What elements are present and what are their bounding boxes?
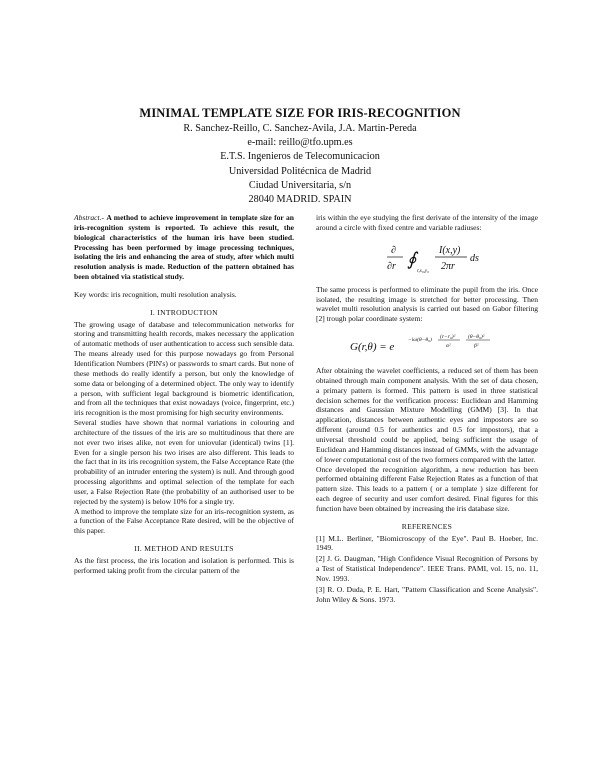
equation-gabor (316, 330, 538, 360)
svg-text:β²: β² (474, 343, 479, 350)
svg-text:∂: ∂ (391, 244, 396, 256)
svg-text:−iω(θ−θ₀): −iω(θ−θ₀) (408, 337, 432, 344)
section-heading-introduction: I. INTRODUCTION (150, 307, 218, 317)
keywords: Key words: iris recognition, multi resolution analysis. (74, 289, 237, 299)
reference-item: [1] M.L. Berliner, "Biomicroscopy of the Eye". Paul B. Hoeber, Inc. 1949. (316, 533, 538, 553)
intro-paragraph: A method to improve the template size for an iris-recognition system, as a function of the False Acceptance Rate desired, will be the objective of this paper. (74, 506, 294, 536)
affiliation-line: 28040 MADRID. SPAIN (248, 194, 352, 206)
affiliation-line: Universidad Politécnica de Madrid (228, 165, 372, 177)
svg-text:I(x,y): I(x,y) (439, 244, 461, 256)
right-paragraph: Once developed the recognition algorithm, a new reduction has been performed obtaining different False Rejection Rates as a function of that pattern size. This leads to a pattern ( or a template ) size different for each degree of security and user comfort desired. Final figures for this function have been obtained by increasing the iris database size. (316, 464, 538, 513)
svg-text:ds: ds (470, 252, 479, 264)
equation-integro-differential (316, 239, 538, 279)
reference-item: [2] J. G. Daugman, "High Confidence Visual Recognition of Persons by a Test of Statistical Independence". IEEE Trans. PAMI, vol. 15, no. 11, Nov. 1993. (316, 554, 538, 583)
svg-text:(r−r₀)²: (r−r₀)² (440, 334, 456, 341)
right-paragraph: iris within the eye studying the first derivate of the intensity of the image around a circle with fixed centre and variable radiuses: (316, 213, 538, 232)
svg-text:r,x₀,y₀: r,x₀,y₀ (417, 268, 429, 274)
right-paragraph: The same process is performed to eliminate the pupil from the iris. Once isolated, the resulting image is stretched for better processing. Then wavelet multi resolution analysis is carried out based on Gabor filtering [2] trough polar coordinate system: (316, 284, 538, 324)
authors: R. Sanchez-Reillo, C. Sanchez-Avila, J.A. Martin-Pereda (183, 123, 417, 134)
svg-text:2πr: 2πr (441, 260, 455, 272)
svg-text:α²: α² (446, 343, 451, 350)
intro-paragraph: Several studies have shown that normal variations in colouring and architecture of the tissues of the iris are so multitudinous that there are not ever two irises alike, not even for uniovular (identical) twins [1]. Even for a single person his two irises are also different. This leads to the fact that in its iris recognition system, the False Acceptance Rate (the probability of an intruder entering the system) is null. And through good processing algorithms and optimal selection of the template for each user, a False Rejection Rate (the probability of an authorised user to be rejected by the system) is below 10% for a single try. (74, 418, 294, 506)
abstract-label: Abstract.- (74, 213, 104, 222)
abstract-text: A method to achieve improvement in template size for an iris-recognition system is reported. To achieve this result, the biological characteristics of the human iris have been studied. Processing has been performed by image processing techniques, isolating the iris and enhancing the area of study, after which multi resolution analysis is made. Reduction of the pattern obtained has been obtained via statistical study. (74, 213, 294, 282)
paper-title: MINIMAL TEMPLATE SIZE FOR IRIS-RECOGNITION (139, 106, 461, 120)
equation-1-graphic (367, 239, 487, 279)
intro-paragraph: The growing usage of database and telecommunication networks for storing and transmitting health records, makes necessary the application of automatic methods of user authentication to access such sensible data. The means already used for this purpose nowadays go from Personal Identification Numbers (PIN's) or passwords to smart cards. But none of these methods do really identify a person, but only the knowledge of some data or belonging of a determined object. The only way to identify a person, with sufficient legal background is biometric identification, and from all the techniques that exist nowadays (voice, fingerprint, etc.) iris recognition is the most promising for high security environments. (74, 319, 294, 418)
svg-text:∂r: ∂r (387, 260, 396, 272)
email: e-mail: reillo@tfo.upm.es (247, 137, 353, 149)
right-paragraph: After obtaining the wavelet coefficients, a reduced set of them has been obtained through main component analysis. With the set of data chosen, a primary pattern is formed. This pattern is used in three statistical decision schemes for the verification process: Euclidean and Hamming distances and Gaussian Mixture Modelling (GMM) [3]. In that application, distances between authentic eyes and impostors are so different (around 0.5 for authentics and 0.5 for impostors), that a universal threshold could be applied, being sufficient the usage of Euclidean and Hamming distances instead of GMMs, with the advantage of lower computational cost of the two formers compared with the latter. (316, 366, 538, 464)
left-column (74, 213, 294, 576)
author-block (0, 122, 600, 207)
svg-text:∮: ∮ (407, 248, 417, 269)
section-heading-method: II. METHOD AND RESULTS (134, 544, 234, 554)
right-column (316, 213, 538, 604)
reference-item: [3] R. O. Duda, P. E. Hart, "Pattern Classification and Scene Analysis". John Wiley & Sons. 1973. (316, 584, 538, 604)
affiliation-line: E.T.S. Ingenieros de Telecomunicacion (220, 151, 380, 163)
affiliation-line: Ciudad Universitaria, s/n (248, 179, 352, 191)
svg-text:G(r,θ) = e: G(r,θ) = e (350, 341, 395, 354)
abstract (74, 213, 294, 282)
method-paragraph: As the first process, the iris location and isolation is performed. This is performed taking profit from the circular pattern of the (74, 556, 294, 575)
svg-text:(θ−θ₀)²: (θ−θ₀)² (468, 334, 485, 341)
equation-2-graphic (342, 330, 512, 360)
section-heading-references: REFERENCES (401, 521, 453, 531)
